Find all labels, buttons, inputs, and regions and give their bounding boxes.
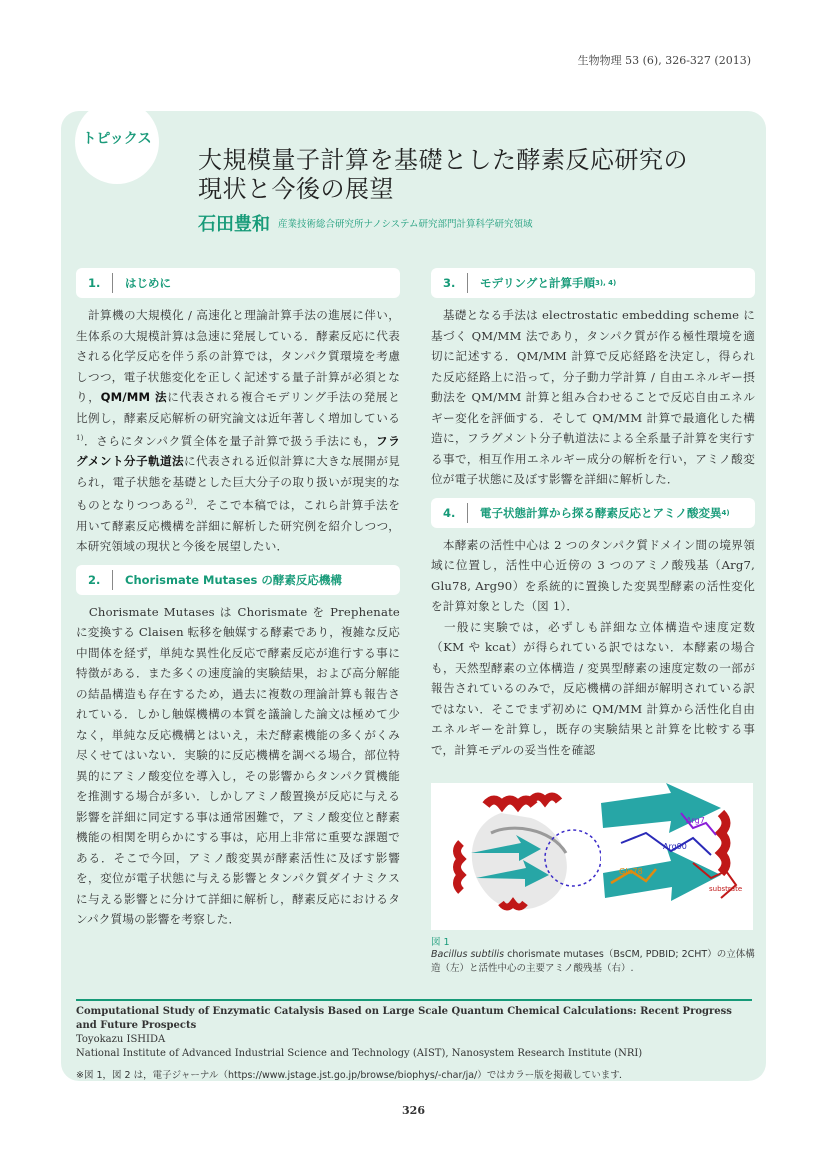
- figure-1-image: [431, 783, 753, 930]
- title-line-1: 大規模量子計算を基礎とした酵素反応研究の: [198, 146, 688, 174]
- section-heading-3: 3. モデリングと計算手順 3), 4): [431, 268, 755, 298]
- section-title: Chorismate Mutases の酵素反応機構: [125, 572, 342, 587]
- section-number: 4.: [443, 505, 456, 520]
- section-title: はじめに: [125, 276, 171, 290]
- section-number: 1.: [88, 276, 101, 290]
- section-heading-2: [76, 565, 400, 595]
- topics-label: トピックス: [82, 131, 152, 147]
- section-title: 電子状態計算から探る酵素反応とアミノ酸変異: [480, 505, 722, 520]
- english-abstract-block: [76, 1005, 756, 1083]
- protein-ribbon-left: [457, 797, 601, 910]
- section-title: モデリングと計算手順: [480, 276, 595, 290]
- section-number: 2.: [88, 572, 101, 587]
- english-author: Toyokazu ISHIDA: [76, 1034, 166, 1045]
- active-site-closeup: [601, 783, 753, 930]
- section-3-paragraph: 基礎となる手法は electrostatic embedding scheme に基づく QM/MM 法であり，タンパク質が作る極性環境を適切に記述する．QM/MM 計算で反応経路を決定し，得られた反応経路上に沿って，分子動力学計算 / 自由エネルギー摂動法を QM/MM 計算と組み合わせることで反応自由エネルギー変化を評価する．そして QM/MM 計算で最適化した構造に，フラグメント分子軌道法による全系量子計算を実行する事で，相互作用エネルギー成分の解析を行い，アミノ酸変位が電子状態に及ぼす影響を詳細に解析した．: [431, 308, 755, 486]
- english-title: Computational Study of Enzymatic Catalysis Based on Large Scale Quantum Chemical Calculations: Recent Progress and Future Prospects: [76, 1006, 732, 1031]
- english-affiliation: National Institute of Advanced Industrial Science and Technology (AIST), Nanosystem Research Institute (NRI): [76, 1048, 643, 1059]
- title-line-2: 現状と今後の展望: [198, 175, 394, 203]
- page-number: 326: [402, 1104, 425, 1117]
- residue-label-glu78: Glu78: [619, 867, 643, 876]
- right-column: [431, 268, 755, 768]
- footer-divider: [76, 999, 752, 1001]
- section-4-paragraph-1: 本酵素の活性中心は 2 つのタンパク質ドメイン間の境界領域に位置し，活性中心近傍の 3 つのアミノ酸残基（Arg7, Glu78, Arg90）を系統的に置換した変異型酵素の活性変化を計算対象とした（図 1）．: [431, 537, 755, 613]
- protein-structure-illustration: [431, 783, 753, 930]
- section-heading-1: [76, 268, 400, 298]
- section-4-paragraph-2: 一般に実験では，必ずしも詳細な立体構造や速度定数（KM や kcat）が得られている訳ではない．本酵素の場合も，天然型酵素の立体構造 / 変異型酵素の速度定数の一部が報告されているのみで，反応機構の詳細が解明されている訳ではない．そこでまず初めに QM/MM 計算から活性化自由エネルギーを計算し，既存の実験結果と計算を比較する事で，計算モデルの妥当性を確認: [431, 619, 755, 757]
- author-affiliation: 産業技術総合研究所ナノシステム研究部門計算科学研究領域: [278, 219, 533, 230]
- section-2-paragraph: Chorismate Mutases は Chorismate を Prephenate に変換する Claisen 転移を触媒する酵素であり，複雑な反応中間体を経ず，単純な異性化反応で酵素反応が進行する事に特徴がある．また多くの速度論的実験結果，および高分解能の結晶構造も存在するため，過去に複数の理論計算も報告されている．しかし触媒機構の本質を議論した論文は極めて少なく，単純な反応機構とはいえ，未だ酵素機能の多くがくみ尽くせてはいない．実験的に反応機構を調べる場合，部位特異的にアミノ酸変位を導入し，その影響からタンパク質機能を推測する場合が多い．しかしアミノ酸置換が反応に与える影響を詳細に同定する事は通常困難で，アミノ酸変位と酵素機能の相関を明らかにする事は，応用上非常に重要な課題である．そこで今回，アミノ酸変異が酵素活性に及ぼす影響を，変位が電子状態に与える影響とタンパク質ダイナミクスに与える影響とに分けて詳細に解析し，酵素反応におけるタンパク質場の影響を考察した．: [76, 604, 400, 927]
- section-heading-4: 4. 電子状態計算から探る酵素反応とアミノ酸変異 4): [431, 498, 755, 528]
- figure-label: 図 1: [431, 937, 450, 948]
- residue-label-arg90: Arg90: [663, 842, 687, 851]
- journal-citation: 生物物理 53 (6), 326-327 (2013): [577, 54, 751, 67]
- author-name: 石田豊和: [198, 214, 270, 235]
- left-column: [76, 268, 400, 938]
- section-number: 3.: [443, 276, 456, 290]
- section-1-paragraph: 計算機の大規模化 / 高速化と理論計算手法の進展に伴い，生体系の大規模計算は急速に発展している．酵素反応に代表される化学反応を伴う系の計算では，タンパク質環境を考慮しつつ，電子状態変化を正しく記述する量子計算が必須となり，QM/MM 法に代表される複合モデリング手法の発展と比例し，酵素反応解析の研究論文は近年著しく増加している$^{1)}$．さらにタンパク質全体を量子計算で扱う手法にも，フラグメント分子軌道法に代表される近似計算に大きな展開が見られ，電子状態を基礎とした巨大分子の取り扱いが現実的なものとなりつつある$^{2)}$．そこで本稿では，これら計算手法を用いて酵素反応機構を詳細に解析した研究例を紹介しつつ，本研究領域の現状と今後を展望したい．: [76, 308, 400, 554]
- residue-label-substrate: substrate: [709, 885, 743, 893]
- color-version-note: ※図 1，図 2 は，電子ジャーナル（https://www.jstage.jst.go.jp/browse/biophys/-char/ja/）ではカラー版を掲載しています．: [76, 1070, 629, 1081]
- article-title: [198, 146, 688, 204]
- figure-caption: Bacillus subtilis chorismate mutases（BsCM, PDBID; 2CHT）の立体構造（左）と活性中心の主要アミノ酸残基（右）.: [431, 949, 755, 974]
- residue-label-arg7: Arg7: [686, 816, 705, 825]
